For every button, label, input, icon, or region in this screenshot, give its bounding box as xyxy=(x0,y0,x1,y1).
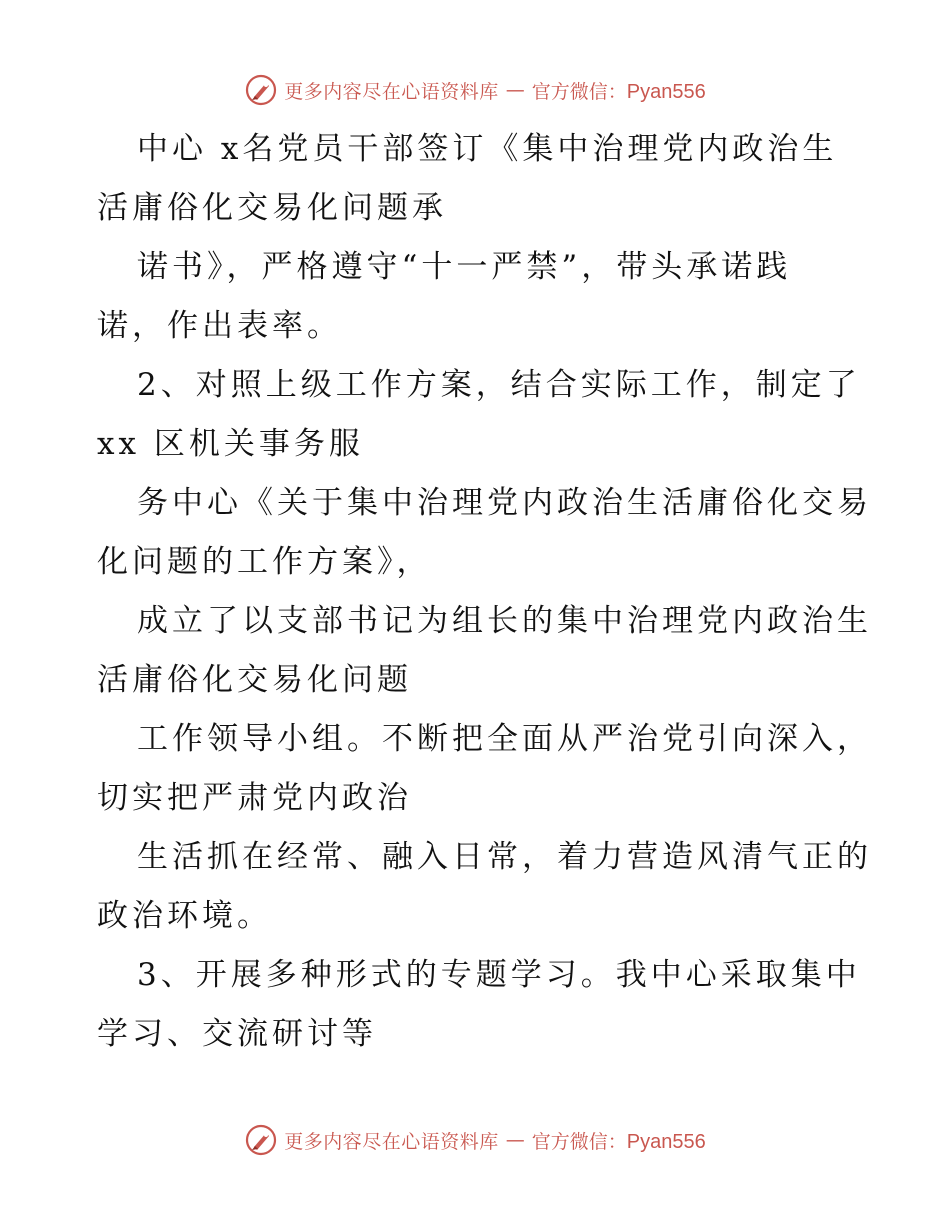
body-line: 成立了以支部书记为组长的集中治理党内政治生 xyxy=(137,603,872,639)
body-line: 3、开展多种形式的专题学习。我中心采取集中 xyxy=(137,957,861,993)
body-line: 务中心《关于集中治理党内政治生活庸俗化交易 xyxy=(137,485,872,521)
body-line: 活庸俗化交易化问题 xyxy=(97,662,412,698)
watermark-sub-label: 官方微信： xyxy=(531,80,627,103)
pen-nib-circle-logo-icon xyxy=(244,73,278,107)
body-line: xx 区机关事务服 xyxy=(97,426,364,462)
body-line: 2、对照上级工作方案，结合实际工作，制定了 xyxy=(137,367,861,403)
watermark-handle: Pyan556 xyxy=(626,1130,706,1153)
body-line: 活庸俗化交易化问题承 xyxy=(97,190,447,226)
watermark-main-text: 更多内容尽在心语资料库 xyxy=(284,1130,499,1153)
body-line: 诺，作出表率。 xyxy=(97,308,342,344)
body-line: 切实把严肃党内政治 xyxy=(97,780,412,816)
body-line: 生活抓在经常、融入日常，着力营造风清气正的 xyxy=(137,839,872,875)
watermark-main-text: 更多内容尽在心语资料库 xyxy=(284,80,499,103)
watermark-sub-text xyxy=(532,77,706,104)
watermark-brand xyxy=(244,73,706,107)
document-body xyxy=(97,120,887,1064)
body-line: 中心 x名党员干部签订《集中治理党内政治生 xyxy=(137,131,838,167)
watermark-sub-text xyxy=(532,1127,706,1154)
body-line: 工作领导小组。不断把全面从严治党引向深入， xyxy=(137,721,872,757)
pen-nib-circle-logo-icon xyxy=(244,1123,278,1157)
header-watermark xyxy=(0,70,950,110)
body-line: 诺书》，严格遵守“十一严禁”，带头承诺践 xyxy=(137,249,792,285)
body-line: 化问题的工作方案》， xyxy=(97,544,432,580)
watermark-brand xyxy=(244,1123,706,1157)
body-line: 学习、交流研讨等 xyxy=(97,1016,377,1052)
watermark-handle: Pyan556 xyxy=(626,80,706,103)
body-line: 政治环境。 xyxy=(97,898,272,934)
watermark-dash: — xyxy=(505,79,525,101)
footer-watermark xyxy=(0,1120,950,1160)
watermark-dash: — xyxy=(505,1129,525,1151)
watermark-sub-label: 官方微信： xyxy=(531,1130,627,1153)
